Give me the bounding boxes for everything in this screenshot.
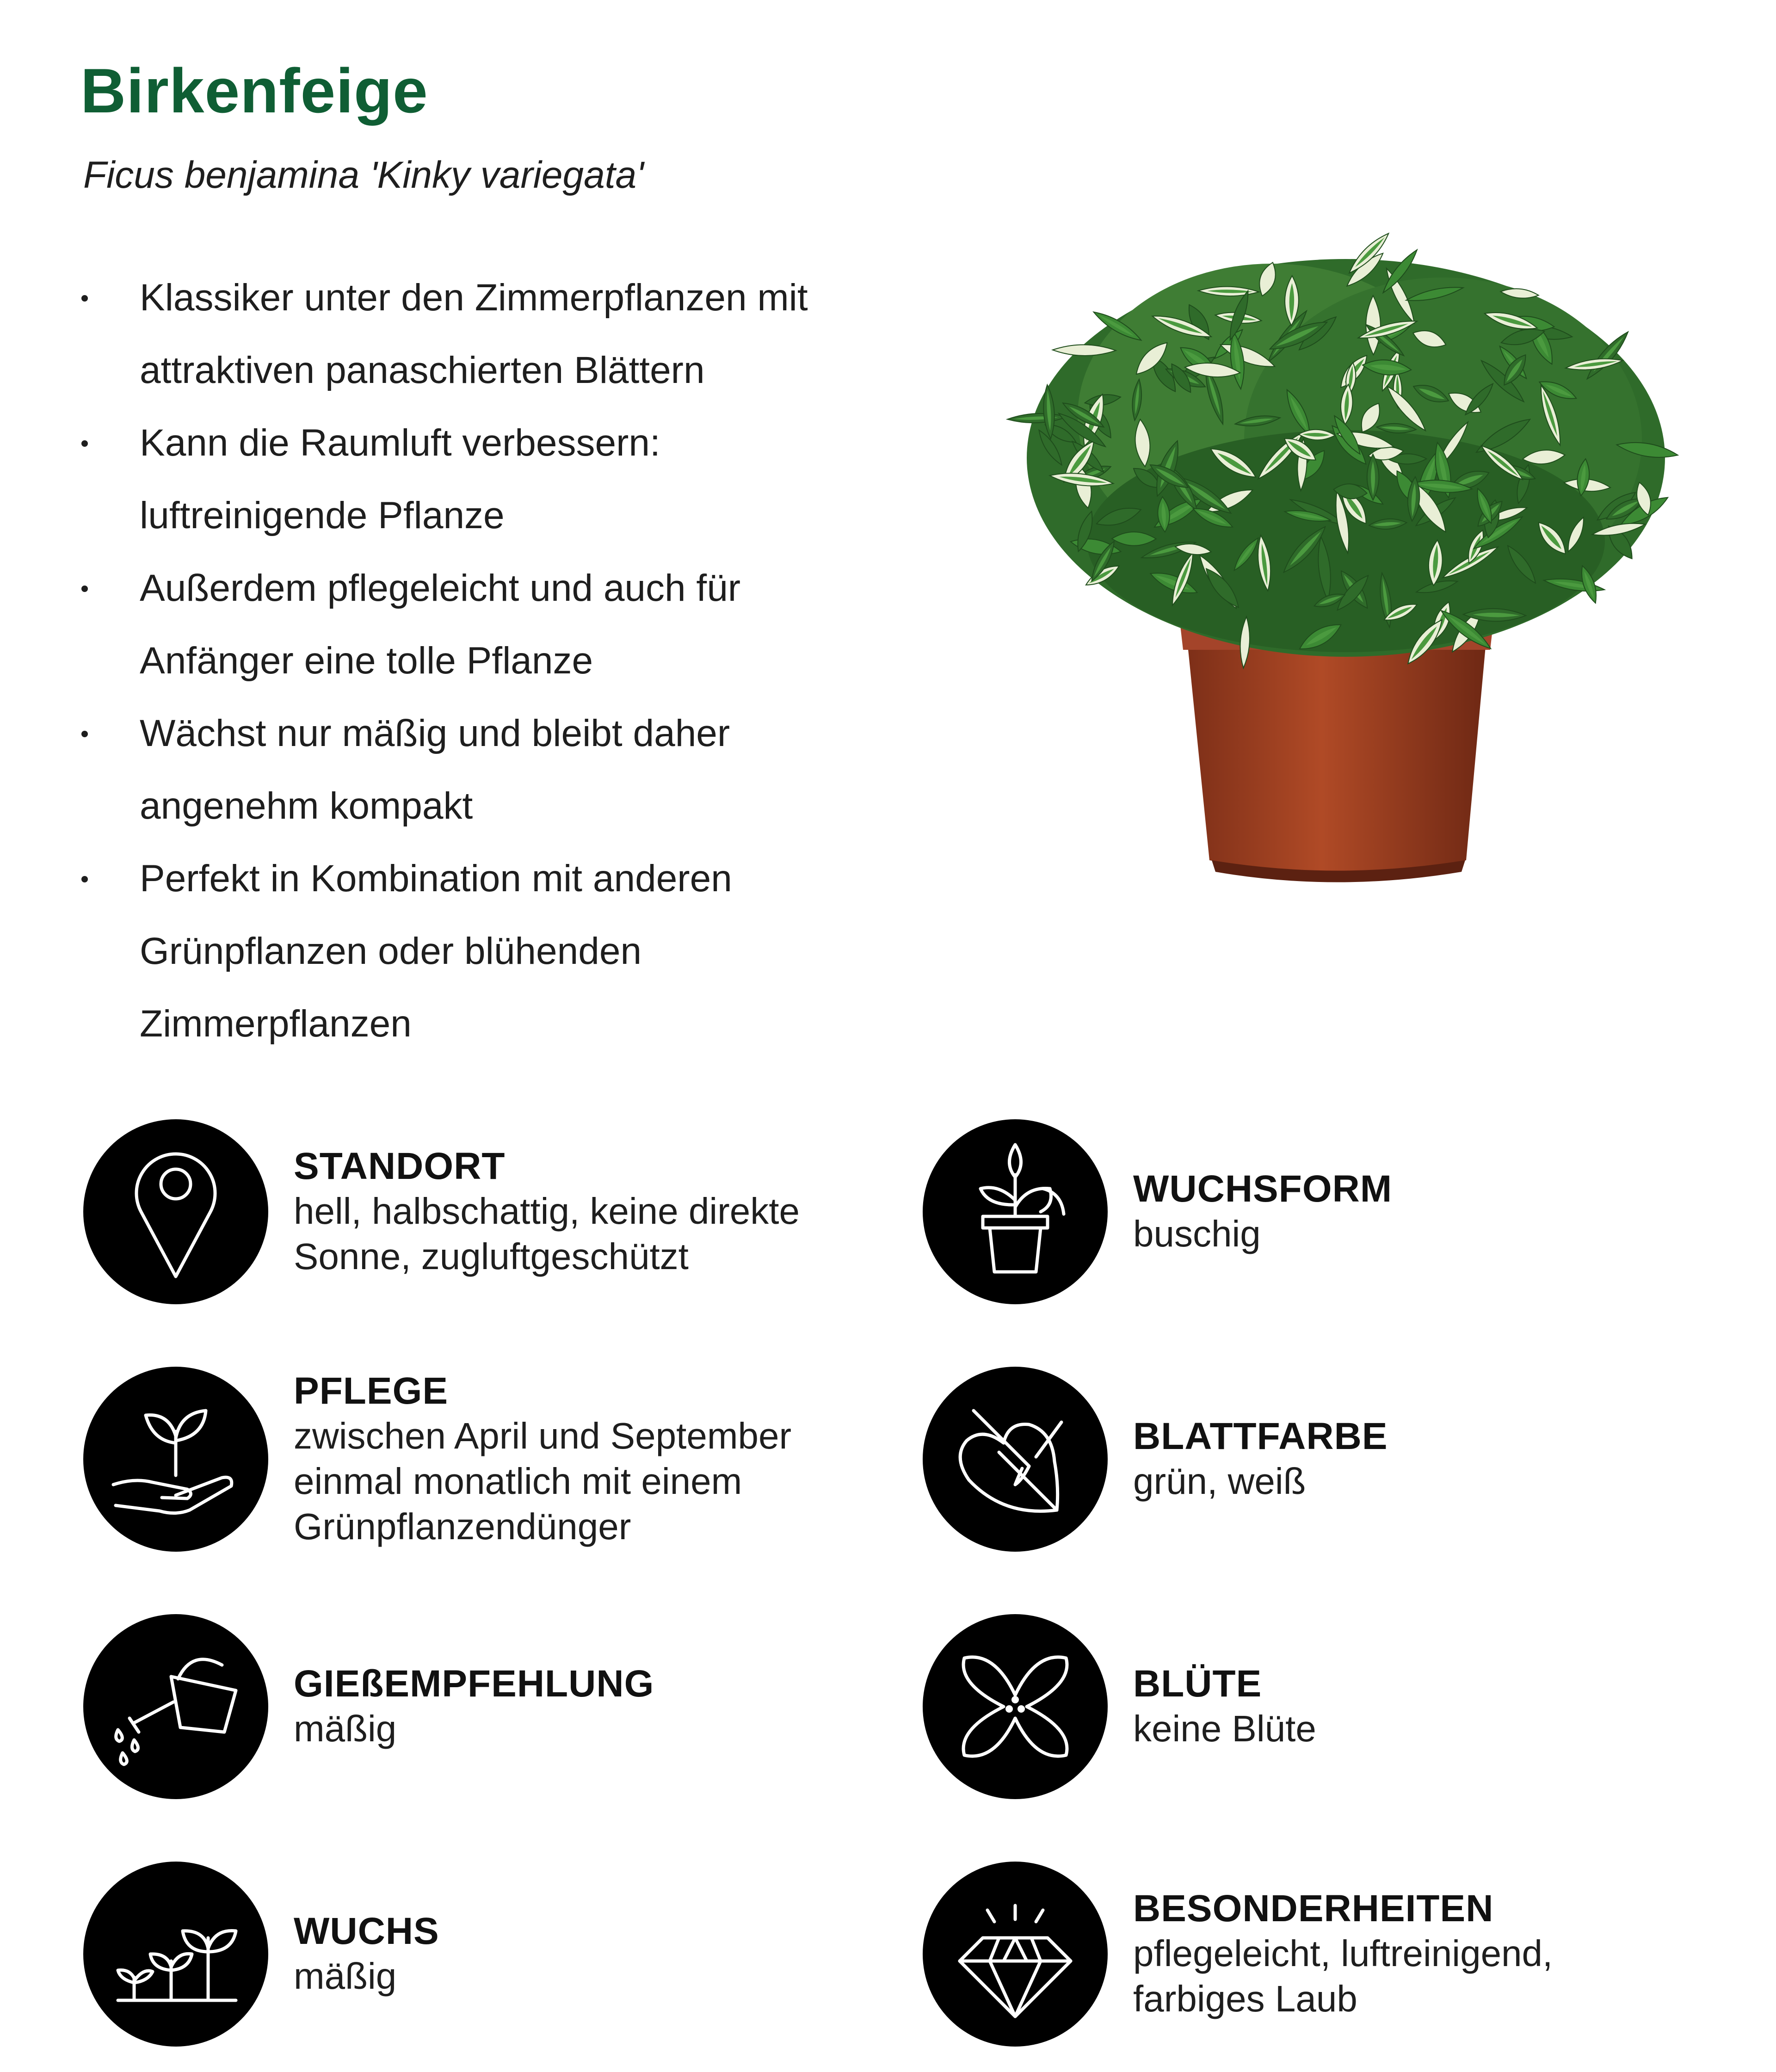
feature-pflege [83,1367,870,1561]
feature-label: WUCHSFORM [1133,1168,1393,1210]
bullet-dot-icon [81,295,88,302]
feature-label: GIEßEMPFEHLUNG [294,1663,654,1705]
feature-value: pflegeleicht, luftreinigend, farbiges Laub [1133,1933,1553,2019]
hand-sprout-icon [83,1367,268,1552]
feature-value: mäßig [294,1955,397,1997]
potted-plant-icon [923,1119,1108,1304]
feature-label: PFLEGE [294,1370,449,1412]
watering-can-icon [83,1614,268,1799]
feature-value: mäßig [294,1708,397,1749]
feature-giessen [83,1614,870,1808]
bullet-dot-icon [81,731,88,737]
feature-label: BLATTFARBE [1133,1415,1388,1457]
flower-icon [923,1614,1108,1799]
seedlings-icon [83,1862,268,2047]
bullet-item: Wächst nur mäßig und bleibt daher angenehm kompakt [79,697,957,842]
botanical-name: Ficus benjamina 'Kinky variegata' [83,154,644,196]
bullet-dot-icon [81,876,88,882]
page-title: Birkenfeige [80,56,428,126]
feature-wuchs [83,1862,870,2056]
feature-value: hell, halbschattig, keine direkte Sonne, zugluftgeschützt [294,1190,800,1277]
feature-standort [83,1119,870,1314]
feature-label: BLÜTE [1133,1663,1262,1705]
feature-bluete [923,1614,1709,1808]
bullet-item: Perfekt in Kombination mit anderen Grünpflanzen oder blühenden Zimmerpflanzen [79,842,957,1060]
bullet-dot-icon [81,440,88,447]
ficus-plant-image [976,199,1707,902]
bullet-item: Kann die Raumluft verbessern: luftreinigende Pflanze [79,407,957,552]
location-pin-icon [83,1119,268,1304]
feature-value: buschig [1133,1213,1261,1254]
feature-wuchsform [923,1119,1709,1314]
feature-bullet-list [79,261,957,1060]
feature-label: BESONDERHEITEN [1133,1887,1494,1930]
bullet-dot-icon [81,586,88,592]
feature-value: zwischen April und September einmal monatlich mit einem Grünpflanzendünger [294,1415,792,1547]
leaf-brush-icon [923,1367,1108,1552]
feature-blattfarbe [923,1367,1709,1561]
feature-value: keine Blüte [1133,1708,1316,1749]
diamond-icon [923,1862,1108,2047]
bullet-item: Klassiker unter den Zimmerpflanzen mit attraktiven panaschierten Blättern [79,261,957,407]
feature-besonderheiten [923,1862,1709,2056]
feature-label: STANDORT [294,1145,506,1187]
feature-value: grün, weiß [1133,1461,1306,1502]
bullet-item: Außerdem pflegeleicht und auch für Anfänger eine tolle Pflanze [79,552,957,697]
feature-label: WUCHS [294,1910,439,1952]
